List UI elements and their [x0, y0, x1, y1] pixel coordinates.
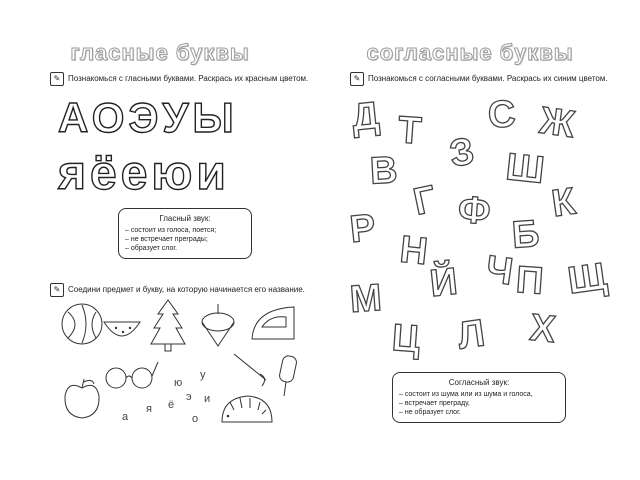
consonant-sound-line: – состоит из шума или из шума и голоса, — [399, 391, 533, 398]
pencil-icon: ✎ — [350, 72, 364, 86]
consonant-letter: Т — [396, 109, 423, 153]
vowels-row-upper: АОЭУЫ — [58, 94, 238, 141]
scatter-letter: ю — [174, 377, 183, 389]
consonant-letter: Б — [510, 213, 541, 257]
consonants-instruction — [350, 72, 630, 86]
needle-icon — [232, 352, 268, 388]
vowel-sound-line: – не встречает преграды; — [125, 236, 208, 243]
consonant-letter: Ж — [537, 99, 578, 147]
scatter-letter: э — [186, 391, 192, 403]
vowels-instruction-text: Познакомься с гласными буквами. Раскрась их красным цветом. — [68, 74, 309, 83]
consonant-letter: Л — [455, 312, 488, 358]
consonant-letter: М — [348, 276, 384, 322]
vowel-sound-title: Гласный звук: — [159, 214, 211, 223]
consonant-letter: Й — [427, 260, 460, 306]
consonant-sound-title: Согласный звук: — [448, 378, 510, 387]
scatter-letter: я — [146, 403, 152, 415]
pencil-icon: ✎ — [50, 283, 64, 297]
apple-icon — [62, 378, 102, 422]
consonant-letter: Р — [347, 206, 378, 252]
consonant-letter: Ф — [456, 188, 492, 234]
consonant-letter: Х — [527, 306, 558, 352]
consonant-letter: В — [368, 149, 399, 193]
consonant-sound-line: – встречает преграду, — [399, 400, 470, 407]
scatter-letter: у — [200, 369, 206, 381]
scatter-letter: о — [192, 413, 199, 425]
consonant-sound-box — [392, 372, 566, 423]
consonant-letter: С — [486, 93, 517, 137]
pencil-icon: ✎ — [50, 72, 64, 86]
vowels-row-lower: яёеюи — [58, 147, 230, 200]
consonants-page — [320, 0, 640, 480]
iron-icon — [248, 305, 298, 345]
hedgehog-icon — [218, 392, 276, 428]
consonant-letter: З — [446, 130, 478, 176]
consonants-instruction-text: Познакомься с согласными буквами. Раскрась их синим цветом. — [368, 74, 608, 83]
consonant-letter: Ш — [503, 146, 547, 192]
scatter-letter: и — [204, 393, 211, 405]
scatter-letter: а — [122, 411, 129, 423]
consonant-letter: П — [514, 259, 545, 303]
consonant-letter: Ц — [390, 317, 422, 361]
vowel-sound-line: – образует слог. — [125, 245, 178, 252]
spinning-top-icon — [200, 304, 236, 348]
consonant-letter: Д — [349, 94, 382, 140]
vowel-sound-box — [118, 208, 252, 259]
match-instruction-text: Соедини предмет и букву, на которую начинается его название. — [68, 285, 305, 294]
consonant-sound-line: – не образует слог. — [399, 409, 461, 416]
match-instruction — [50, 283, 310, 297]
consonant-letter: Щ — [565, 255, 610, 303]
vowel-sound-line: – состоит из голоса, поется; — [125, 227, 217, 234]
consonants-title: согласные буквы — [366, 40, 574, 65]
glasses-icon — [104, 358, 158, 392]
vowels-instruction — [50, 72, 310, 86]
scatter-letter: ё — [168, 399, 175, 411]
vowels-title: гласные буквы — [70, 40, 250, 65]
popsicle-icon — [278, 354, 300, 398]
consonant-letter: Н — [397, 228, 430, 274]
watermelon-icon — [60, 302, 140, 352]
consonant-letter: Ч — [483, 248, 516, 294]
fir-tree-icon — [150, 298, 186, 352]
consonant-letter: Г — [409, 178, 440, 224]
consonant-letter: К — [549, 180, 579, 226]
